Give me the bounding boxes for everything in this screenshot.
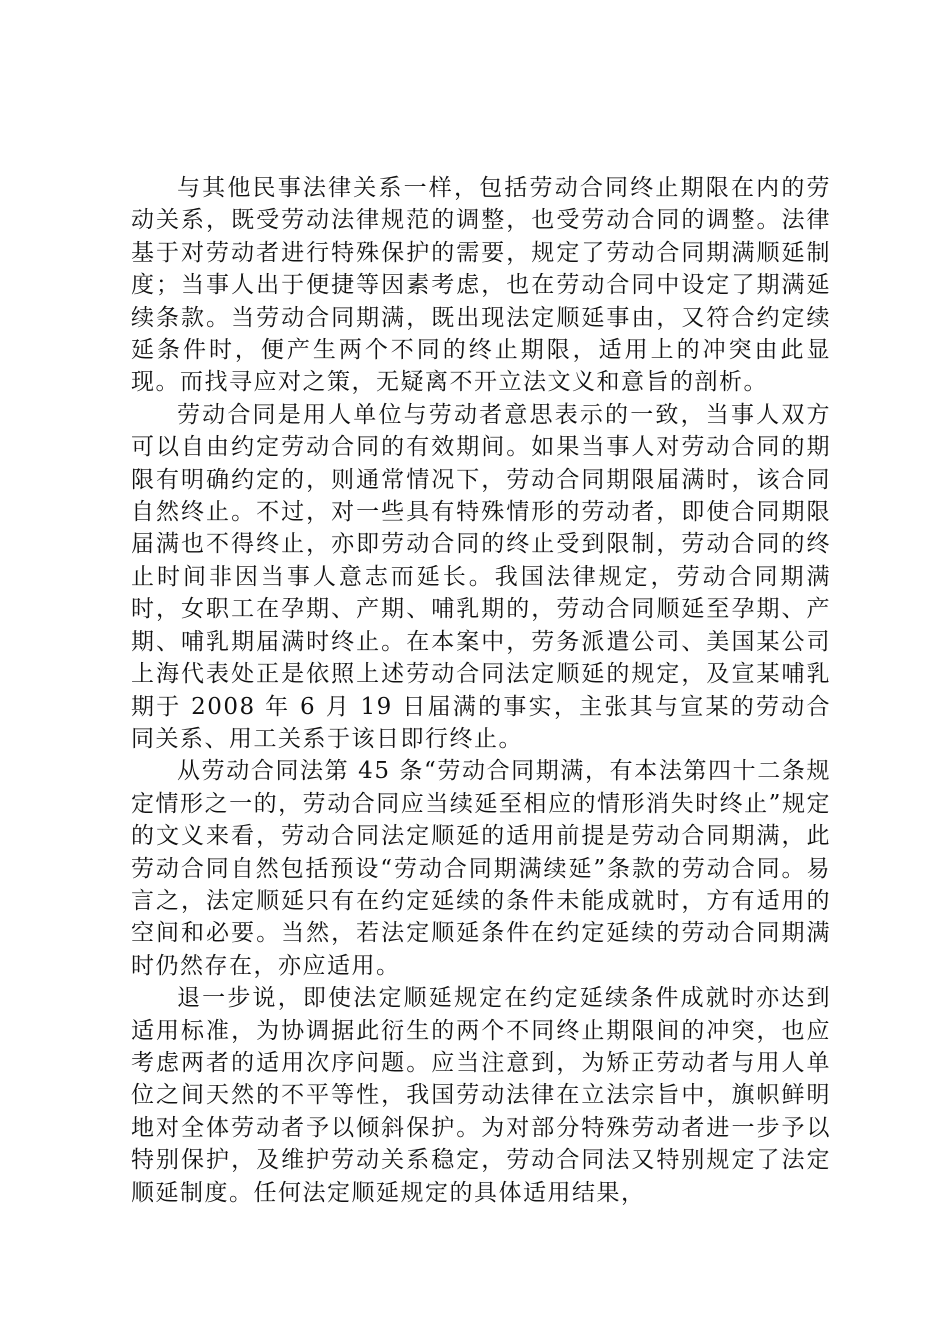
paragraph-2: 劳动合同是用人单位与劳动者意思表示的一致，当事人双方可以自由约定劳动合同的有效期间。如果当事人对劳动合同的期限有明确约定的，则通常情况下，劳动合同期限届满时，该合同自然终止。不过，对一些具有特殊情形的劳动者，即使合同期限届满也不得终止，亦即劳动合同的终止受到限制，劳动合同的终止时间非因当事人意志而延长。我国法律规定，劳动合同期满时，女职工在孕期、产期、哺乳期的，劳动合同顺延至孕期、产期、哺乳期届满时终止。在本案中，劳务派遣公司、美国某公司上海代表处正是依照上述劳动合同法定顺延的规定，及宣某哺乳期于 2008 年 6 月 19 日届满的事实，主张其与宣某的劳动合同关系、用工关系于该日即行终止。 (131, 401, 831, 752)
paragraph-4: 退一步说，即使法定顺延规定在约定延续条件成就时亦达到适用标准，为协调据此衍生的两个不同终止期限间的冲突，也应考虑两者的适用次序问题。应当注意到，为矫正劳动者与用人单位之间天然的不平等性，我国劳动法律在立法宗旨中，旗帜鲜明地对全体劳动者予以倾斜保护。为对部分特殊劳动者进一步予以特别保护，及维护劳动关系稳定，劳动合同法又特别规定了法定顺延制度。任何法定顺延规定的具体适用结果， (131, 985, 831, 1206)
paragraph-3: 从劳动合同法第 45 条“劳动合同期满，有本法第四十二条规定情形之一的，劳动合同应当续延至相应的情形消失时终止”规定的文义来看，劳动合同法定顺延的适用前提是劳动合同期满，此劳动合同自然包括预设“劳动合同期满续延”条款的劳动合同。易言之，法定顺延只有在约定延续的条件未能成就时，方有适用的空间和必要。当然，若法定顺延条件在约定延续的劳动合同期满时仍然存在，亦应适用。 (131, 758, 831, 979)
paragraph-1: 与其他民事法律关系一样，包括劳动合同终止期限在内的劳动关系，既受劳动法律规范的调整，也受劳动合同的调整。法律基于对劳动者进行特殊保护的需要，规定了劳动合同期满顺延制度；当事人出于便捷等因素考虑，也在劳动合同中设定了期满延续条款。当劳动合同期满，既出现法定顺延事由，又符合约定续延条件时，便产生两个不同的终止期限，适用上的冲突由此显现。而找寻应对之策，无疑离不开立法文义和意旨的剖析。 (131, 175, 831, 396)
document-body (131, 172, 831, 1209)
